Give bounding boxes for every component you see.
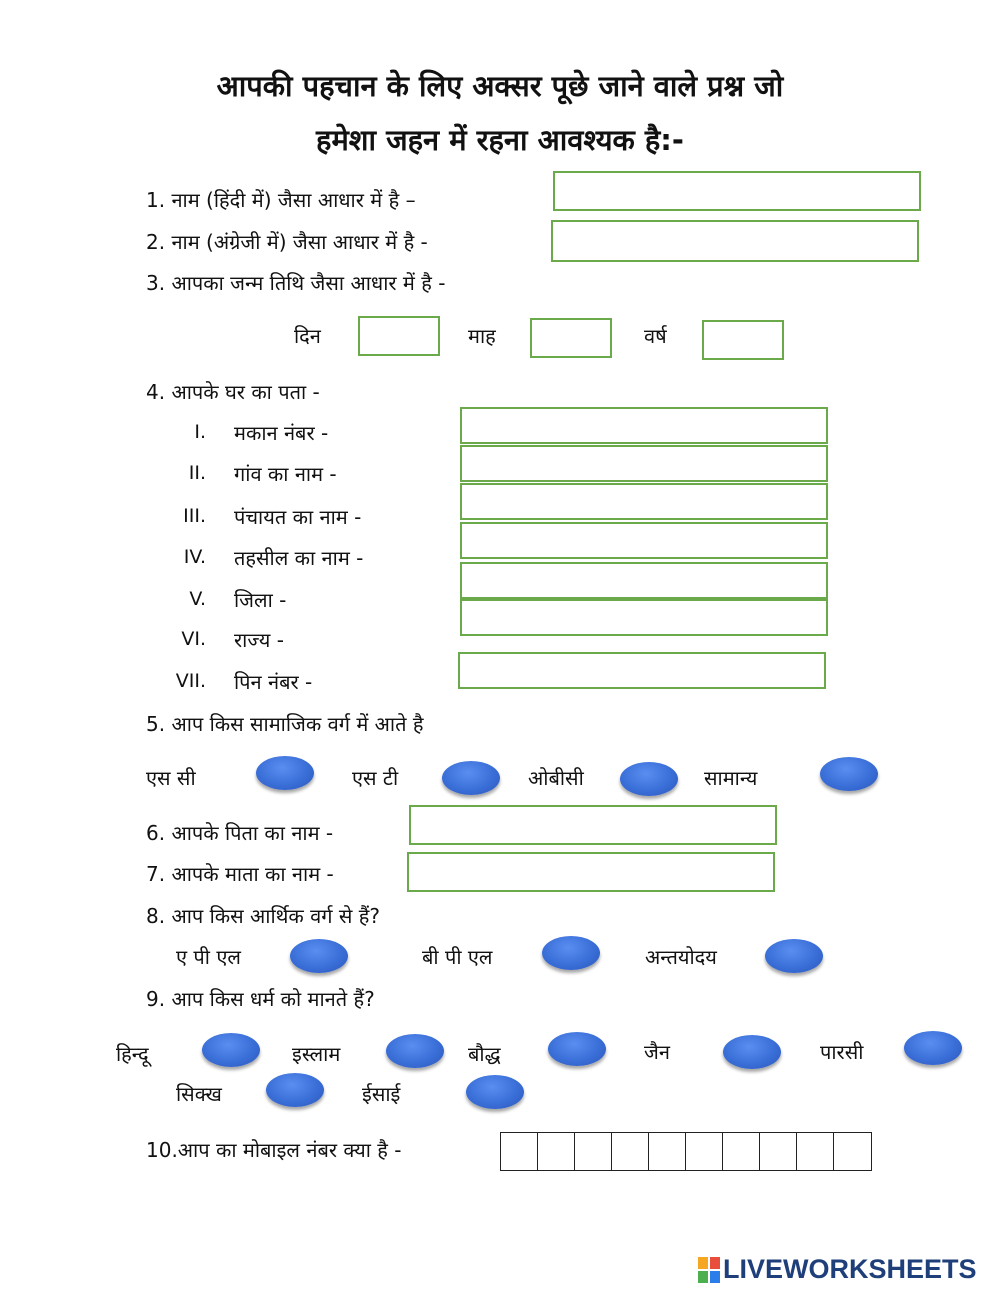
state-field[interactable] [460,599,828,636]
religion-option-buddh-radio[interactable] [548,1032,606,1066]
question-8-label: 8. आप किस आर्थिक वर्ग से हैं? [146,904,380,928]
address-label-panchayat: पंचायत का नाम - [234,505,362,529]
address-num-3: III. [183,505,206,527]
name-hindi-input[interactable] [555,173,919,209]
district-input[interactable] [462,564,826,597]
address-num-2: II. [188,462,206,484]
social-option-st-radio[interactable] [442,761,500,795]
social-option-obc-label: ओबीसी [528,766,584,790]
religion-option-hindu-radio[interactable] [202,1033,260,1067]
house-number-input[interactable] [462,409,826,442]
mobile-digit-10[interactable] [834,1133,871,1170]
name-english-field[interactable] [551,220,919,262]
mobile-digit-7[interactable] [723,1133,760,1170]
dob-day-input[interactable] [360,318,438,354]
mobile-digit-4[interactable] [612,1133,649,1170]
pin-code-field[interactable] [458,652,826,689]
dob-year-field[interactable] [702,320,784,360]
panchayat-input[interactable] [462,485,826,518]
father-name-input[interactable] [411,807,775,843]
social-option-st-label: एस टी [352,766,399,790]
mother-name-field[interactable] [407,852,775,892]
question-5-label: 5. आप किस सामाजिक वर्ग में आते है [146,712,424,736]
mother-name-input[interactable] [409,854,773,890]
address-num-4: IV. [183,546,206,568]
dob-year-label: वर्ष [644,324,667,348]
address-num-1: I. [194,421,206,443]
dob-month-input[interactable] [532,320,610,356]
question-6-label: 6. आपके पिता का नाम - [146,821,334,845]
title-line-2: हमेशा जहन में रहना आवश्यक है:- [316,123,684,157]
village-input[interactable] [462,447,826,480]
logo-mark-icon [698,1257,720,1283]
mobile-digit-9[interactable] [797,1133,834,1170]
liveworksheets-logo [698,1254,977,1285]
pin-code-input[interactable] [460,654,824,687]
name-english-input[interactable] [553,222,917,260]
mobile-digit-2[interactable] [538,1133,575,1170]
social-option-general-label: सामान्य [704,766,758,790]
address-label-tehsil: तहसील का नाम - [234,546,364,570]
religion-option-islam-radio[interactable] [386,1034,444,1068]
religion-option-sikh-radio[interactable] [266,1073,324,1107]
address-num-5: V. [189,588,206,610]
dob-year-input[interactable] [704,322,782,358]
social-option-sc-radio[interactable] [256,756,314,790]
question-2-label: 2. नाम (अंग्रेजी में) जैसा आधार में है - [146,230,428,254]
religion-option-hindu-label: हिन्दू [116,1042,149,1066]
address-label-pin: पिन नंबर - [234,670,313,694]
mobile-digit-8[interactable] [760,1133,797,1170]
district-field[interactable] [460,562,828,599]
tehsil-field[interactable] [460,522,828,559]
question-7-label: 7. आपके माता का नाम - [146,862,334,886]
religion-option-sikh-label: सिक्ख [176,1082,222,1106]
father-name-field[interactable] [409,805,777,845]
economic-option-bpl-label: बी पी एल [422,945,493,969]
mobile-digit-3[interactable] [575,1133,612,1170]
religion-option-christian-label: ईसाई [362,1082,401,1106]
question-3-label: 3. आपका जन्म तिथि जैसा आधार में है - [146,271,446,295]
religion-option-jain-label: जैन [644,1040,670,1064]
mobile-number-grid [500,1132,872,1171]
economic-option-bpl-radio[interactable] [542,936,600,970]
panchayat-field[interactable] [460,483,828,520]
religion-option-parsi-radio[interactable] [904,1031,962,1065]
address-label-state: राज्य - [234,628,284,652]
question-1-label: 1. नाम (हिंदी में) जैसा आधार में है – [146,188,416,212]
question-4-label: 4. आपके घर का पता - [146,380,320,404]
house-number-field[interactable] [460,407,828,444]
economic-option-apl-label: ए पी एल [176,945,241,969]
religion-option-parsi-label: पारसी [820,1040,864,1064]
mobile-digit-6[interactable] [686,1133,723,1170]
logo-text: LIVEWORKSHEETS [723,1254,977,1284]
religion-option-jain-radio[interactable] [723,1035,781,1069]
dob-month-field[interactable] [530,318,612,358]
address-num-7: VII. [175,670,206,692]
mobile-digit-5[interactable] [649,1133,686,1170]
state-input[interactable] [462,601,826,634]
religion-option-islam-label: इस्लाम [292,1042,341,1066]
title-line-1: आपकी पहचान के लिए अक्सर पूछे जाने वाले प्रश्न जो [216,69,784,103]
village-field[interactable] [460,445,828,482]
economic-option-apl-radio[interactable] [290,939,348,973]
religion-option-christian-radio[interactable] [466,1075,524,1109]
question-10-label: 10.आप का मोबाइल नंबर क्या है - [146,1138,402,1162]
religion-option-buddh-label: बौद्ध [468,1042,501,1066]
dob-day-field[interactable] [358,316,440,356]
social-option-obc-radio[interactable] [620,762,678,796]
address-num-6: VI. [181,628,206,650]
address-label-district: जिला - [234,588,287,612]
address-label-house: मकान नंबर - [234,421,329,445]
address-label-village: गांव का नाम - [234,462,337,486]
mobile-digit-1[interactable] [501,1133,538,1170]
economic-option-antyodaya-radio[interactable] [765,939,823,973]
dob-month-label: माह [468,324,496,348]
social-option-sc-label: एस सी [146,766,196,790]
tehsil-input[interactable] [462,524,826,557]
economic-option-antyodaya-label: अन्तयोदय [645,945,717,969]
name-hindi-field[interactable] [553,171,921,211]
social-option-general-radio[interactable] [820,757,878,791]
dob-day-label: दिन [294,324,321,348]
question-9-label: 9. आप किस धर्म को मानते हैं? [146,987,375,1011]
